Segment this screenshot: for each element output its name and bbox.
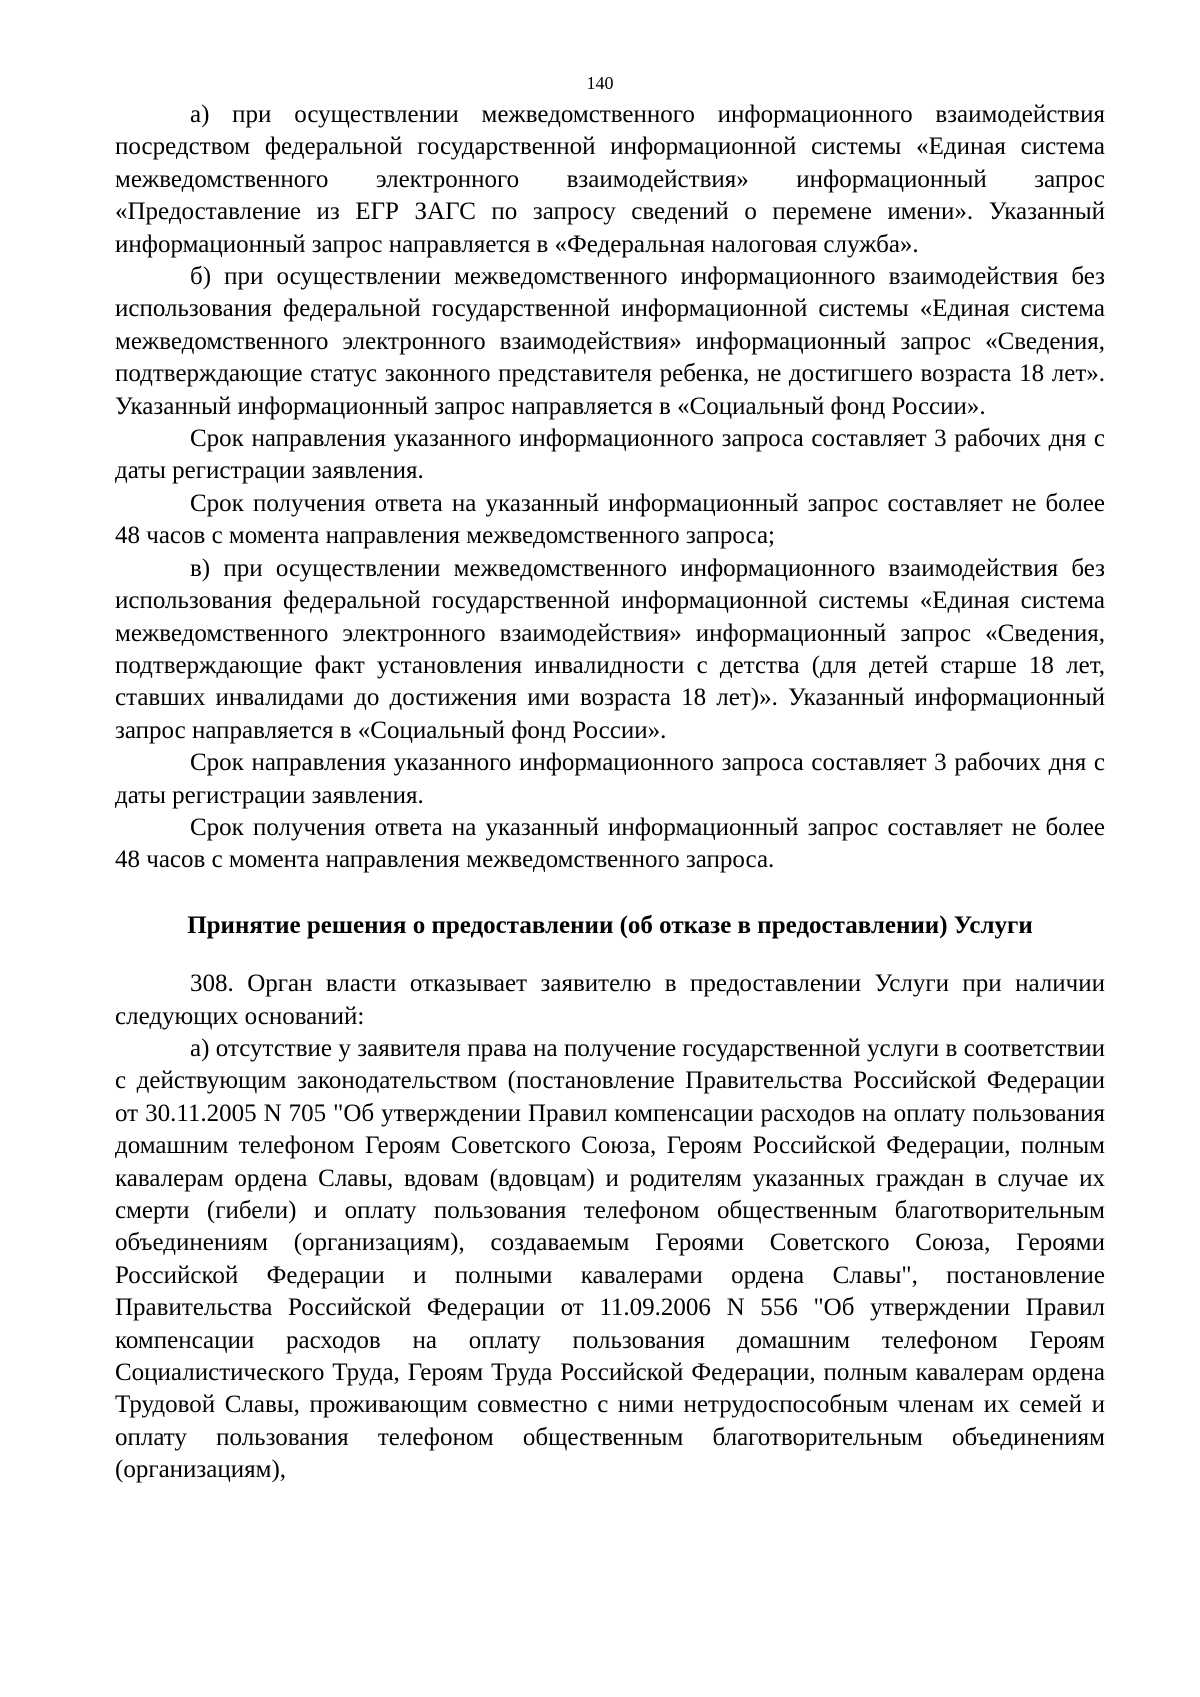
- paragraph-response-deadline-2: Срок получения ответа на указанный информационный запрос составляет не более 48 часов с момента направления межведомственного запроса.: [115, 813, 1105, 874]
- section-heading: Принятие решения о предоставлении (об отказе в предоставлении) Услуги: [187, 911, 1033, 939]
- paragraph-v-disability: в) при осуществлении межведомственного информационного взаимодействия без использования федеральной государственной информационной системы «Единая система межведомственного электронного взаимодействия» информационный запрос «Сведения, подтверждающие факт установления инвалидности с детства (для детей старше 18 лет, ставших инвалидами до достижения ими возраста 18 лет)». Указанный информационный запрос направляется в «Социальный фонд России».: [115, 554, 1105, 744]
- paragraph-308-refusal-grounds: 308. Орган власти отказывает заявителю в предоставлении Услуги при наличии следующих оснований:: [115, 970, 1105, 1030]
- paragraph-a-egr-zags: а) при осуществлении межведомственного информационного взаимодействия посредством федеральной государственной информационной системы «Единая система межведомственного электронного взаимодействия» информационный запрос «Предоставление из ЕГР ЗАГС по запросу сведений о перемене имени». Указанный информационный запрос направляется в «Федеральная налоговая служба».: [115, 101, 1105, 258]
- paragraph-a-no-right: а) отсутствие у заявителя права на получение государственной услуги в соответствии с действующим законодательством (постановление Правительства Российской Федерации от 30.11.2005 N 705 "Об утверждении Правил компенсации расходов на оплату пользования домашним телефоном Героям Советского Союза, Героям Российской Федерации, полным кавалерам ордена Славы, вдовам (вдовцам) и родителям указанных граждан в случае их смерти (гибели) и оплату пользования телефоном общественным благотворительным объединениям (организациям), создаваемым Героями Советского Союза, Героями Российской Федерации и полными кавалерами ордена Славы", постановление Правительства Российской Федерации от 11.09.2006 N 556 "Об утверждении Правил компенсации расходов на оплату пользования домашним телефоном Героям Социалистического Труда, Героям Труда Российской Федерации, полным кавалерам ордена Трудовой Славы, проживающим совместно с ними нетрудоспособным членам их семей и оплату пользования телефоном общественным благотворительным объединениям (организациям),: [115, 1034, 1105, 1484]
- paragraph-b-legal-representative: б) при осуществлении межведомственного информационного взаимодействия без использования федеральной государственной информационной системы «Единая система межведомственного электронного взаимодействия» информационный запрос «Сведения, подтверждающие статус законного представителя ребенка, не достигшего возраста 18 лет». Указанный информационный запрос направляется в «Социальный фонд России».: [115, 263, 1105, 420]
- document-body: [115, 99, 1105, 1487]
- paragraph-request-deadline-2: Срок направления указанного информационного запроса составляет 3 рабочих дня с даты регистрации заявления.: [115, 749, 1105, 809]
- paragraph-request-deadline: Срок направления указанного информационного запроса составляет 3 рабочих дня с даты регистрации заявления.: [115, 425, 1105, 485]
- page-number: 140: [586, 73, 614, 93]
- paragraph-response-deadline: Срок получения ответа на указанный информационный запрос составляет не более 48 часов с момента направления межведомственного запроса;: [115, 489, 1105, 550]
